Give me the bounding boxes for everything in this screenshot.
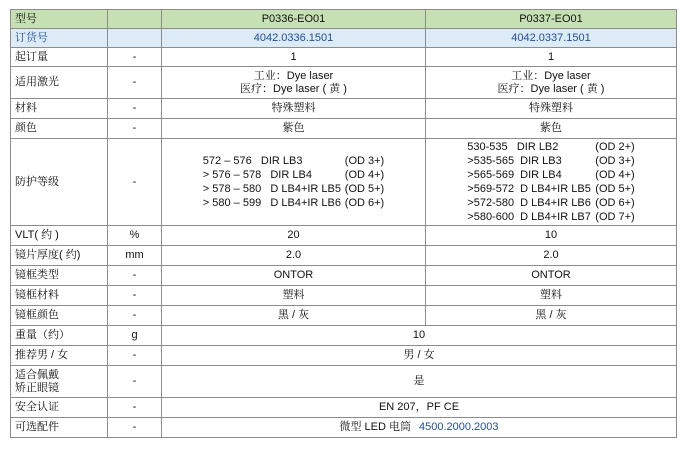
protection-od: (OD 7+) bbox=[595, 211, 635, 223]
protection-a bbox=[162, 139, 426, 226]
protection-row bbox=[11, 139, 677, 226]
frame-type-label: 镜框类型 bbox=[11, 266, 108, 286]
frame-color-label: 镜框颜色 bbox=[11, 306, 108, 326]
certification-value: EN 207，PF CE bbox=[162, 398, 677, 418]
accessory-label: 可选配件 bbox=[11, 418, 108, 438]
protection-od: (OD 4+) bbox=[595, 169, 635, 181]
prescription-label bbox=[11, 366, 108, 398]
frame-type-a: ONTOR bbox=[162, 266, 426, 286]
color-row bbox=[11, 119, 677, 139]
model-row bbox=[11, 10, 677, 29]
vlt-b: 10 bbox=[426, 226, 677, 246]
frame-material-unit: - bbox=[108, 286, 162, 306]
protection-od: (OD 4+) bbox=[344, 169, 385, 181]
accessory-unit: - bbox=[108, 418, 162, 438]
weight-value: 10 bbox=[162, 326, 677, 346]
moq-b: 1 bbox=[426, 48, 677, 67]
material-label: 材料 bbox=[11, 99, 108, 119]
protection-od: (OD 6+) bbox=[595, 197, 635, 209]
thickness-b: 2.0 bbox=[426, 246, 677, 266]
protection-a-list bbox=[203, 154, 384, 210]
frame-material-label: 镜框材料 bbox=[11, 286, 108, 306]
accessory-value bbox=[162, 418, 677, 438]
accessory-row bbox=[11, 418, 677, 438]
protection-od: (OD 5+) bbox=[344, 183, 385, 195]
protection-od: (OD 3+) bbox=[344, 155, 385, 167]
accessory-part-number: 4500.2000.2003 bbox=[418, 421, 499, 433]
order-b: 4042.0337.1501 bbox=[426, 29, 677, 48]
weight-row bbox=[11, 326, 677, 346]
color-b: 紫色 bbox=[426, 119, 677, 139]
frame-material-row bbox=[11, 286, 677, 306]
order-a: 4042.0336.1501 bbox=[162, 29, 426, 48]
laser-a-industrial: 工业：Dye laser bbox=[253, 69, 334, 82]
protection-level-line bbox=[203, 168, 384, 182]
protection-range: > 578 – 580 D LB4+IR LB5 bbox=[202, 183, 341, 195]
moq-a: 1 bbox=[162, 48, 426, 67]
protection-level-line bbox=[467, 182, 634, 196]
laser-a bbox=[162, 67, 426, 99]
order-row bbox=[11, 29, 677, 48]
thickness-label: 镜片厚度( 约) bbox=[11, 246, 108, 266]
gender-unit: - bbox=[108, 346, 162, 366]
model-label: 型号 bbox=[11, 10, 108, 29]
protection-level-line bbox=[203, 154, 384, 168]
moq-unit: - bbox=[108, 48, 162, 67]
vlt-row bbox=[11, 226, 677, 246]
spec-table bbox=[10, 9, 677, 438]
prescription-label-line1: 适合佩戴 bbox=[15, 368, 59, 381]
order-label: 订货号 bbox=[11, 29, 108, 48]
protection-level-line bbox=[467, 140, 634, 154]
laser-b-industrial: 工业：Dye laser bbox=[511, 69, 591, 82]
prescription-value: 是 bbox=[162, 366, 677, 398]
frame-color-unit: - bbox=[108, 306, 162, 326]
material-a: 特殊塑料 bbox=[162, 99, 426, 119]
gender-label: 推荐男 / 女 bbox=[11, 346, 108, 366]
laser-unit: - bbox=[108, 67, 162, 99]
protection-range: 530-535 DIR LB2 bbox=[467, 141, 559, 153]
model-b: P0337-EO01 bbox=[426, 10, 677, 29]
protection-b bbox=[426, 139, 677, 226]
material-row bbox=[11, 99, 677, 119]
protection-level-line bbox=[467, 210, 634, 224]
protection-range: 572 – 576 DIR LB3 bbox=[202, 155, 303, 167]
frame-type-unit: - bbox=[108, 266, 162, 286]
moq-label: 起订量 bbox=[11, 48, 108, 67]
prescription-label-line2: 矫正眼镜 bbox=[15, 381, 59, 394]
vlt-a: 20 bbox=[162, 226, 426, 246]
protection-level-line bbox=[467, 168, 634, 182]
weight-label: 重量（约） bbox=[11, 326, 108, 346]
vlt-label: VLT( 约 ) bbox=[11, 226, 108, 246]
weight-unit: g bbox=[108, 326, 162, 346]
gender-row bbox=[11, 346, 677, 366]
order-unit bbox=[108, 29, 162, 48]
certification-row bbox=[11, 398, 677, 418]
protection-range: >565-569 DIR LB4 bbox=[467, 169, 562, 181]
moq-row bbox=[11, 48, 677, 67]
frame-material-a: 塑料 bbox=[162, 286, 426, 306]
material-unit: - bbox=[108, 99, 162, 119]
model-a: P0336-EO01 bbox=[162, 10, 426, 29]
vlt-unit: % bbox=[108, 226, 162, 246]
model-unit bbox=[108, 10, 162, 29]
protection-od: (OD 2+) bbox=[595, 141, 635, 153]
color-a: 紫色 bbox=[162, 119, 426, 139]
protection-range: >580-600 D LB4+IR LB7 bbox=[467, 211, 591, 223]
frame-color-b: 黑 / 灰 bbox=[426, 306, 677, 326]
accessory-name: 微型 LED 电筒 bbox=[339, 421, 411, 433]
laser-b bbox=[426, 67, 677, 99]
color-unit: - bbox=[108, 119, 162, 139]
thickness-row bbox=[11, 246, 677, 266]
laser-label: 适用激光 bbox=[11, 67, 108, 99]
protection-range: >572-580 D LB4+IR LB6 bbox=[467, 197, 591, 209]
protection-level-line bbox=[467, 154, 634, 168]
laser-row bbox=[11, 67, 677, 99]
color-label: 颜色 bbox=[11, 119, 108, 139]
frame-material-b: 塑料 bbox=[426, 286, 677, 306]
prescription-row bbox=[11, 366, 677, 398]
gender-value: 男 / 女 bbox=[162, 346, 677, 366]
protection-level-line bbox=[203, 196, 384, 210]
laser-b-medical: 医疗：Dye laser ( 黄 ) bbox=[497, 82, 605, 95]
frame-type-b: ONTOR bbox=[426, 266, 677, 286]
material-b: 特殊塑料 bbox=[426, 99, 677, 119]
protection-range: > 576 – 578 DIR LB4 bbox=[202, 169, 312, 181]
thickness-unit: mm bbox=[108, 246, 162, 266]
protection-level-line bbox=[203, 182, 384, 196]
protection-od: (OD 6+) bbox=[344, 197, 385, 209]
protection-label: 防护等级 bbox=[11, 139, 108, 226]
protection-range: >535-565 DIR LB3 bbox=[467, 155, 562, 167]
protection-range: >569-572 D LB4+IR LB5 bbox=[467, 183, 591, 195]
thickness-a: 2.0 bbox=[162, 246, 426, 266]
prescription-unit: - bbox=[108, 366, 162, 398]
frame-color-row bbox=[11, 306, 677, 326]
protection-b-list bbox=[467, 140, 634, 224]
certification-label: 安全认证 bbox=[11, 398, 108, 418]
certification-unit: - bbox=[108, 398, 162, 418]
protection-range: > 580 – 599 D LB4+IR LB6 bbox=[202, 197, 341, 209]
protection-unit: - bbox=[108, 139, 162, 226]
frame-type-row bbox=[11, 266, 677, 286]
protection-od: (OD 5+) bbox=[595, 183, 635, 195]
protection-level-line bbox=[467, 196, 634, 210]
laser-a-medical: 医疗：Dye laser ( 黄 ) bbox=[240, 82, 347, 95]
protection-od: (OD 3+) bbox=[595, 155, 635, 167]
frame-color-a: 黑 / 灰 bbox=[162, 306, 426, 326]
